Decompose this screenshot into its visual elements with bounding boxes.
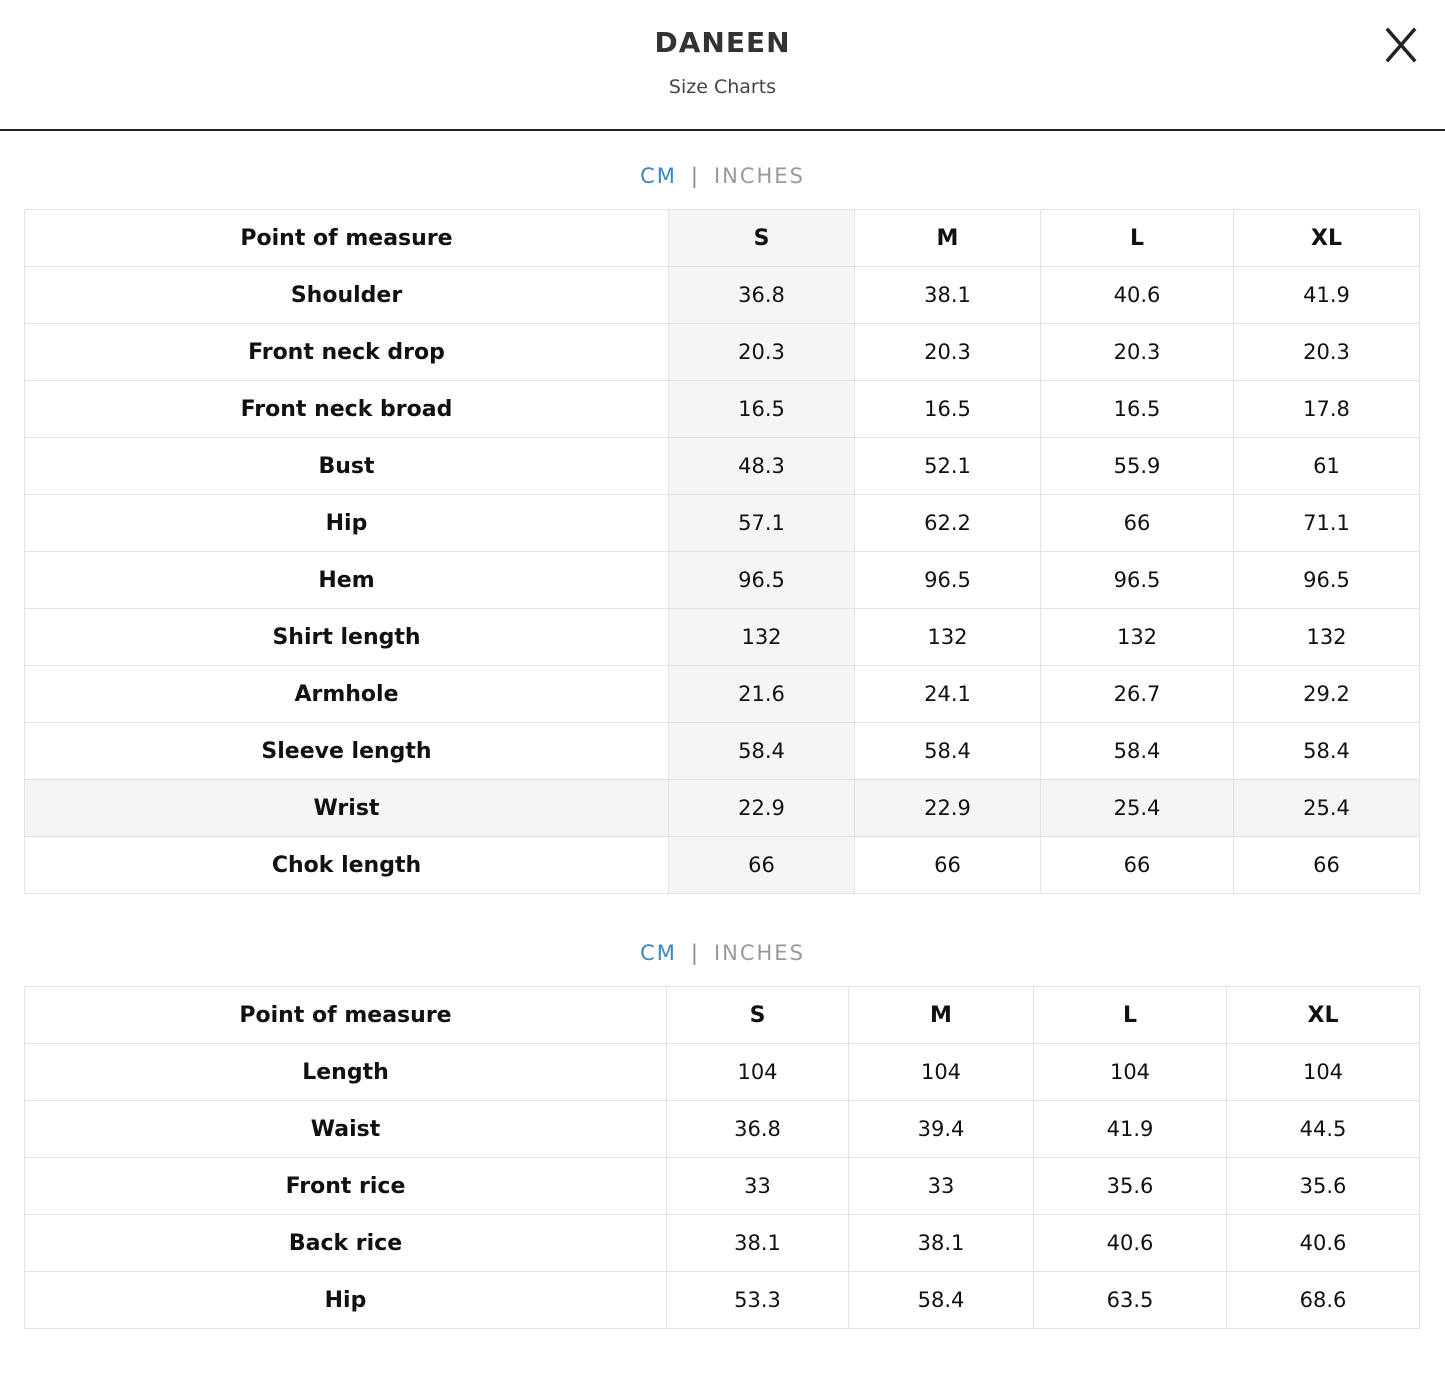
size-value-l: 66: [1041, 837, 1234, 894]
size-value-l: 40.6: [1041, 267, 1234, 324]
size-value-s: 20.3: [669, 324, 855, 381]
size-value-l: 55.9: [1041, 438, 1234, 495]
measure-label: Shoulder: [25, 267, 669, 324]
size-value-l: 66: [1041, 495, 1234, 552]
table-row: [25, 1215, 1420, 1272]
size-value-s: 16.5: [669, 381, 855, 438]
measure-label: Waist: [25, 1101, 667, 1158]
measure-label: Hem: [25, 552, 669, 609]
size-value-xl: 40.6: [1227, 1215, 1420, 1272]
size-value-s: 53.3: [667, 1272, 849, 1329]
size-value-s: 21.6: [669, 666, 855, 723]
unit-inches-button[interactable]: INCHES: [713, 164, 805, 188]
unit-separator: |: [690, 941, 700, 965]
size-value-m: 52.1: [855, 438, 1041, 495]
measure-label: Armhole: [25, 666, 669, 723]
size-value-l: 20.3: [1041, 324, 1234, 381]
measure-label: Sleeve length: [25, 723, 669, 780]
column-header-l: L: [1034, 987, 1227, 1044]
size-value-m: 38.1: [849, 1215, 1034, 1272]
size-value-l: 35.6: [1034, 1158, 1227, 1215]
size-value-m: 132: [855, 609, 1041, 666]
table-row: [25, 552, 1420, 609]
column-header-s: S: [667, 987, 849, 1044]
size-value-m: 62.2: [855, 495, 1041, 552]
unit-inches-button[interactable]: INCHES: [713, 941, 805, 965]
table-row: [25, 438, 1420, 495]
close-button[interactable]: [1378, 22, 1424, 68]
measure-label: Length: [25, 1044, 667, 1101]
table-row: [25, 1101, 1420, 1158]
table-row: [25, 609, 1420, 666]
table-row: [25, 723, 1420, 780]
size-value-l: 104: [1034, 1044, 1227, 1101]
size-value-xl: 29.2: [1234, 666, 1420, 723]
size-value-m: 22.9: [855, 780, 1041, 837]
table-row: [25, 780, 1420, 837]
size-value-xl: 25.4: [1234, 780, 1420, 837]
measure-label: Shirt length: [25, 609, 669, 666]
size-value-m: 66: [855, 837, 1041, 894]
size-value-s: 66: [669, 837, 855, 894]
table-row: [25, 1044, 1420, 1101]
unit-cm-button[interactable]: CM: [640, 164, 677, 188]
size-value-s: 96.5: [669, 552, 855, 609]
size-value-m: 16.5: [855, 381, 1041, 438]
size-value-s: 36.8: [669, 267, 855, 324]
column-header-s: S: [669, 210, 855, 267]
size-value-xl: 68.6: [1227, 1272, 1420, 1329]
size-value-m: 58.4: [849, 1272, 1034, 1329]
size-value-l: 40.6: [1034, 1215, 1227, 1272]
size-value-xl: 104: [1227, 1044, 1420, 1101]
size-value-m: 39.4: [849, 1101, 1034, 1158]
table-header-row: [25, 210, 1420, 267]
size-value-s: 58.4: [669, 723, 855, 780]
column-header-l: L: [1041, 210, 1234, 267]
table-row: [25, 267, 1420, 324]
measure-label: Front neck drop: [25, 324, 669, 381]
size-value-l: 58.4: [1041, 723, 1234, 780]
size-chart-table-top: [24, 209, 1420, 894]
size-value-xl: 41.9: [1234, 267, 1420, 324]
table-row: [25, 381, 1420, 438]
size-chart-table-bottom: [24, 986, 1420, 1329]
size-value-xl: 58.4: [1234, 723, 1420, 780]
size-value-xl: 17.8: [1234, 381, 1420, 438]
size-value-l: 16.5: [1041, 381, 1234, 438]
size-value-s: 22.9: [669, 780, 855, 837]
unit-toggle-1: [0, 161, 1445, 191]
size-value-l: 41.9: [1034, 1101, 1227, 1158]
column-header-point-of-measure: Point of measure: [25, 987, 667, 1044]
size-value-m: 96.5: [855, 552, 1041, 609]
measure-label: Front rice: [25, 1158, 667, 1215]
unit-cm-button[interactable]: CM: [640, 941, 677, 965]
table-row: [25, 666, 1420, 723]
size-value-l: 132: [1041, 609, 1234, 666]
size-value-s: 48.3: [669, 438, 855, 495]
size-value-xl: 132: [1234, 609, 1420, 666]
column-header-m: M: [855, 210, 1041, 267]
size-value-xl: 20.3: [1234, 324, 1420, 381]
unit-toggle-2: [0, 938, 1445, 968]
measure-label: Hip: [25, 1272, 667, 1329]
table-row: [25, 324, 1420, 381]
size-value-s: 38.1: [667, 1215, 849, 1272]
size-value-xl: 35.6: [1227, 1158, 1420, 1215]
measure-label: Hip: [25, 495, 669, 552]
measure-label: Chok length: [25, 837, 669, 894]
size-value-l: 26.7: [1041, 666, 1234, 723]
measure-label: Front neck broad: [25, 381, 669, 438]
size-value-m: 104: [849, 1044, 1034, 1101]
page-subtitle: Size Charts: [668, 76, 777, 98]
column-header-point-of-measure: Point of measure: [25, 210, 669, 267]
size-value-s: 33: [667, 1158, 849, 1215]
table-row: [25, 837, 1420, 894]
table-row: [25, 1158, 1420, 1215]
close-icon: [1378, 22, 1424, 68]
column-header-xl: XL: [1234, 210, 1420, 267]
size-value-s: 57.1: [669, 495, 855, 552]
size-value-s: 36.8: [667, 1101, 849, 1158]
table-row: [25, 495, 1420, 552]
column-header-xl: XL: [1227, 987, 1420, 1044]
measure-label: Bust: [25, 438, 669, 495]
size-value-s: 132: [669, 609, 855, 666]
modal-header: [0, 0, 1445, 131]
size-value-m: 58.4: [855, 723, 1041, 780]
size-value-m: 33: [849, 1158, 1034, 1215]
size-value-l: 63.5: [1034, 1272, 1227, 1329]
table-row: [25, 1272, 1420, 1329]
size-value-xl: 61: [1234, 438, 1420, 495]
size-value-m: 24.1: [855, 666, 1041, 723]
brand-title: DANEEN: [654, 26, 791, 59]
size-value-m: 38.1: [855, 267, 1041, 324]
size-value-l: 96.5: [1041, 552, 1234, 609]
size-value-m: 20.3: [855, 324, 1041, 381]
measure-label: Wrist: [25, 780, 669, 837]
size-value-xl: 66: [1234, 837, 1420, 894]
size-value-xl: 71.1: [1234, 495, 1420, 552]
unit-separator: |: [690, 164, 700, 188]
size-value-s: 104: [667, 1044, 849, 1101]
size-value-xl: 96.5: [1234, 552, 1420, 609]
column-header-m: M: [849, 987, 1034, 1044]
table-header-row: [25, 987, 1420, 1044]
size-value-l: 25.4: [1041, 780, 1234, 837]
size-value-xl: 44.5: [1227, 1101, 1420, 1158]
measure-label: Back rice: [25, 1215, 667, 1272]
